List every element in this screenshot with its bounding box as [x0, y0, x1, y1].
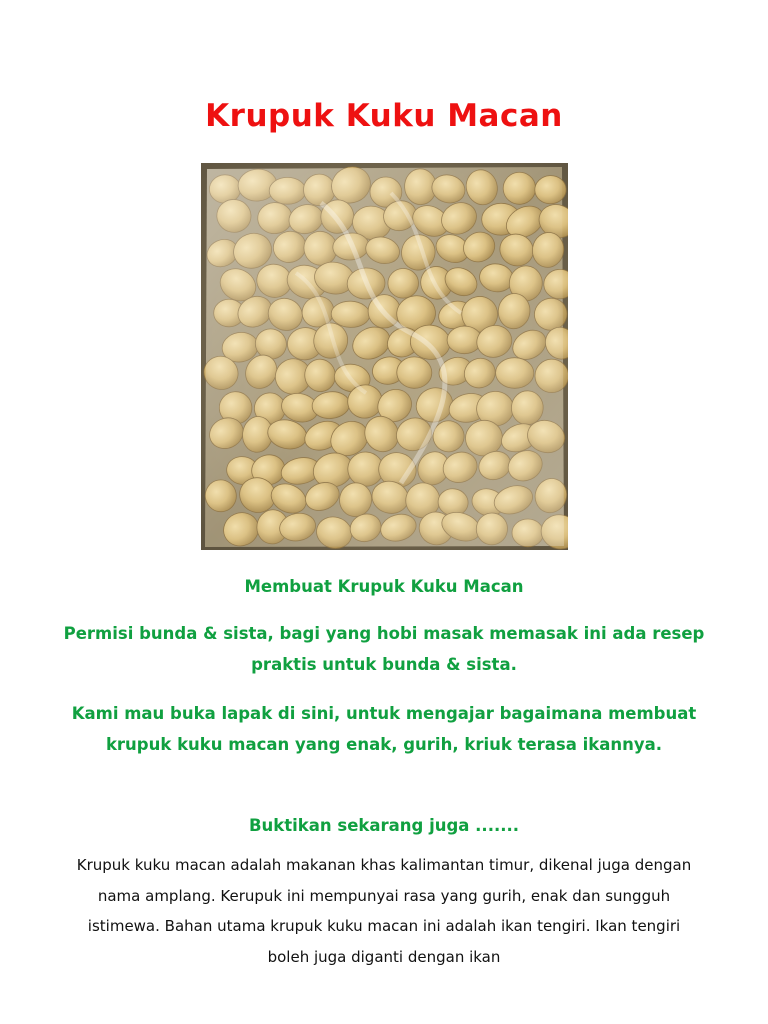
product-photo: [201, 163, 568, 550]
page-title: Krupuk Kuku Macan: [205, 98, 563, 134]
intro-paragraph-2: Kami mau buka lapak di sini, untuk mengajar bagaimana membuat krupuk kuku macan yang enak, gurih, kriuk terasa ikannya.: [71, 704, 697, 754]
bag-reflection: [205, 167, 564, 547]
section-subtitle: Membuat Krupuk Kuku Macan: [244, 577, 524, 596]
call-to-action: Buktikan sekarang juga .......: [248, 816, 520, 835]
body-paragraph: Krupuk kuku macan adalah makanan khas kalimantan timur, dikenal juga dengan nama amplang. Kerupuk ini mempunyai rasa yang gurih, enak dan sungguh istimewa. Bahan utama krupuk kuku macan ini adalah ikan tengiri. Ikan tengiri boleh juga diganti dengan ikan: [76, 856, 692, 966]
intro-paragraph-1: Permisi bunda & sista, bagi yang hobi masak memasak ini ada resep praktis untuk bunda & sista.: [63, 624, 705, 674]
